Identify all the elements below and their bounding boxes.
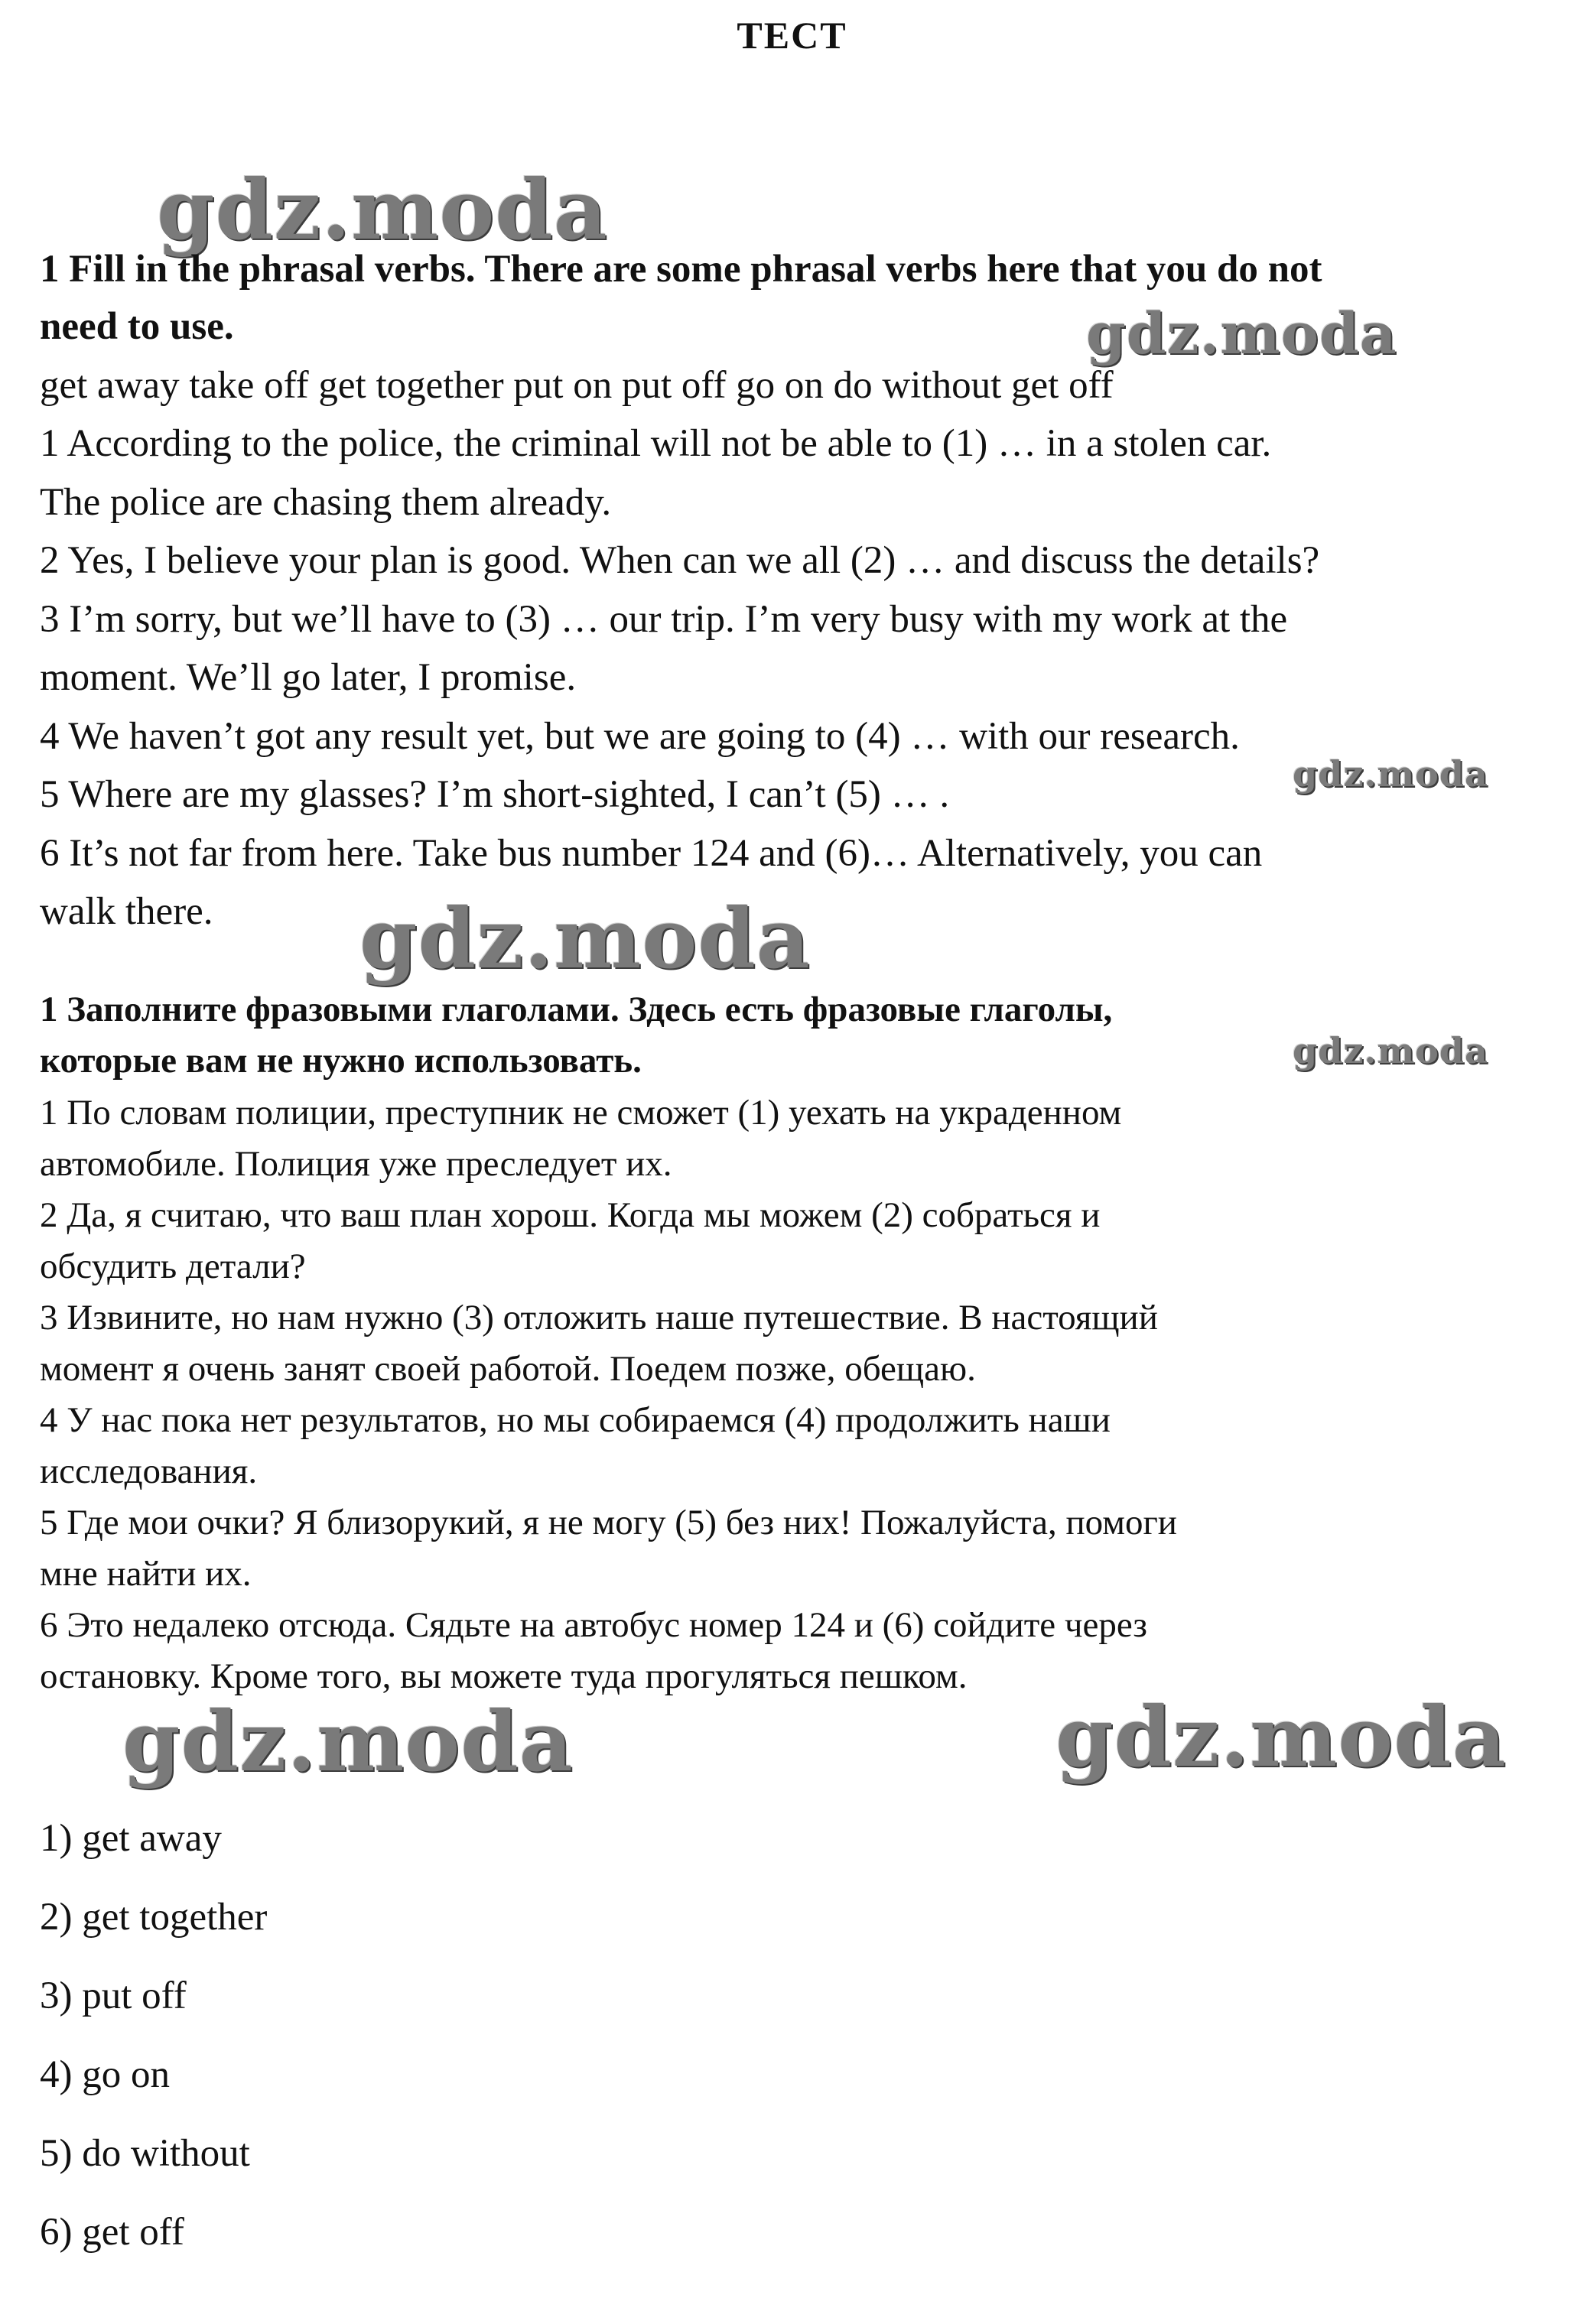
task-en-heading: need to use. [40, 305, 234, 348]
exercise-line: 5 Where are my glasses? I’m short-sighted, I can’t (5) … . [40, 773, 950, 816]
exercise-line: 4 We haven’t got any result yet, but we are going to (4) … with our research. [40, 715, 1240, 758]
translation-line: 4 У нас пока нет результатов, но мы собираемся (4) продолжить наши [40, 1400, 1111, 1440]
translation-line: 3 Извините, но нам нужно (3) отложить наше путешествие. В настоящий [40, 1298, 1158, 1338]
page-title: ТЕСТ [737, 14, 847, 57]
translation-line: момент я очень занят своей работой. Поедем позже, обещаю. [40, 1349, 976, 1389]
exercise-line: 3 I’m sorry, but we’ll have to (3) … our trip. I’m very busy with my work at the [40, 598, 1288, 641]
translation-line: 5 Где мои очки? Я близорукий, я не могу (5) без них! Пожалуйста, помоги [40, 1503, 1177, 1542]
task-en-heading: 1 Fill in the phrasal verbs. There are some phrasal verbs here that you do not [40, 248, 1322, 291]
translation-line: исследования. [40, 1451, 258, 1491]
watermark-logo: gdz.moda [1293, 1030, 1488, 1071]
watermark-logo: gdz.moda [157, 162, 608, 258]
watermark-logo: gdz.moda [1293, 753, 1488, 795]
exercise-line: moment. We’ll go later, I promise. [40, 656, 577, 699]
answer-item: 5) do without [40, 2132, 250, 2175]
watermark-logo: gdz.moda [1055, 1689, 1507, 1786]
exercise-line: 2 Yes, I believe your plan is good. When can we all (2) … and discuss the details? [40, 539, 1320, 582]
watermark-logo: gdz.moda [359, 891, 811, 987]
word-bank: get away take off get together put on put off go on do without get off [40, 364, 1114, 407]
answer-item: 3) put off [40, 1975, 187, 2017]
exercise-line: walk there. [40, 890, 213, 933]
translation-line: остановку. Кроме того, вы можете туда прогуляться пешком. [40, 1656, 968, 1696]
exercise-line: The police are chasing them already. [40, 481, 612, 524]
watermark-logo: gdz.moda [1086, 301, 1397, 367]
translation-line: 6 Это недалеко отсюда. Сядьте на автобус номер 124 и (6) сойдите через [40, 1605, 1147, 1645]
task-ru-heading: 1 Заполните фразовыми глаголами. Здесь есть фразовые глаголы, [40, 990, 1113, 1029]
watermark-logo: gdz.moda [122, 1694, 574, 1790]
answer-item: 1) get away [40, 1817, 222, 1860]
answer-item: 6) get off [40, 2211, 184, 2254]
translation-line: обсудить детали? [40, 1247, 306, 1286]
translation-line: 1 По словам полиции, преступник не сможет (1) уехать на украденном [40, 1093, 1122, 1133]
translation-line: 2 Да, я считаю, что ваш план хорош. Когда мы можем (2) собраться и [40, 1195, 1101, 1235]
exercise-line: 1 According to the police, the criminal will not be able to (1) … in a stolen car. [40, 422, 1272, 465]
translation-line: мне найти их. [40, 1554, 252, 1594]
answer-item: 2) get together [40, 1896, 268, 1939]
answer-item: 4) go on [40, 2053, 170, 2096]
task-ru-heading: которые вам не нужно использовать. [40, 1041, 642, 1081]
translation-line: автомобиле. Полиция уже преследует их. [40, 1144, 672, 1184]
exercise-line: 6 It’s not far from here. Take bus number 124 and (6)… Alternatively, you can [40, 832, 1263, 875]
